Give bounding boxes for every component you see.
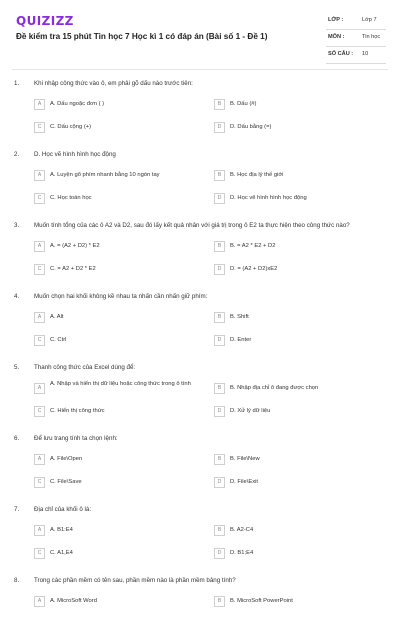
option-text: D. Học vẽ hình hình học động bbox=[230, 195, 307, 201]
question-text: D. Học vẽ hình hình học động bbox=[34, 151, 116, 158]
option-text: C. Học toán học bbox=[50, 195, 92, 201]
option-letter-box: D bbox=[214, 477, 225, 488]
meta-value: Lớp 7 bbox=[362, 17, 377, 23]
option-text: B. = A2 * E2 + D2 bbox=[230, 243, 276, 249]
option-b[interactable] bbox=[214, 523, 379, 539]
question-text: Thanh công thức của Excel dùng để: bbox=[34, 364, 136, 371]
question-text: Muốn chọn hai khối không kề nhau ta nhấn cần nhấn giữ phím: bbox=[34, 293, 208, 300]
quizizz-logo: QUIZIZZ bbox=[16, 14, 74, 28]
option-b[interactable] bbox=[214, 310, 379, 326]
question-8 bbox=[0, 573, 400, 644]
option-d[interactable] bbox=[214, 404, 379, 420]
question-1 bbox=[0, 76, 400, 147]
option-d[interactable] bbox=[214, 546, 379, 562]
option-letter-box: D bbox=[214, 548, 225, 559]
option-letter-box: D bbox=[214, 406, 225, 417]
question-text: Trong các phần mềm có tên sau, phần mềm nào là phần mềm bảng tính? bbox=[34, 577, 236, 584]
option-text: C. Ctrl bbox=[50, 337, 67, 343]
option-text: B. Dấu (#) bbox=[230, 101, 257, 107]
worksheet-header bbox=[0, 0, 400, 66]
meta-label: SỐ CÂU : bbox=[328, 51, 354, 57]
meta-row-subject bbox=[326, 30, 386, 47]
question-number: 4. bbox=[14, 293, 20, 300]
header-divider bbox=[12, 69, 388, 70]
meta-label: LỚP : bbox=[328, 17, 344, 23]
question-text: Địa chỉ của khối ô là: bbox=[34, 506, 92, 513]
option-a[interactable] bbox=[34, 239, 199, 255]
option-c[interactable] bbox=[34, 475, 199, 491]
option-text: D. = (A2 + D2)xE2 bbox=[230, 266, 278, 272]
option-letter-box: B bbox=[214, 312, 225, 323]
option-d[interactable] bbox=[214, 120, 379, 136]
question-text: Muốn tính tổng của các ô A2 và D2, sau đó lấy kết quả nhân với giá trị trong ô E2 ta thực hiện theo công thức nào? bbox=[34, 222, 350, 229]
option-letter-box: B bbox=[214, 170, 225, 181]
option-b[interactable] bbox=[214, 594, 379, 610]
option-letter-box: C bbox=[34, 477, 45, 488]
option-letter-box: A bbox=[34, 525, 45, 536]
option-c[interactable] bbox=[34, 333, 199, 349]
option-a[interactable] bbox=[34, 168, 199, 184]
option-letter-box: A bbox=[34, 596, 45, 607]
option-a[interactable] bbox=[34, 594, 199, 610]
option-d[interactable] bbox=[214, 262, 379, 278]
option-c[interactable] bbox=[34, 120, 199, 136]
question-number: 2. bbox=[14, 151, 20, 158]
option-letter-box: B bbox=[214, 383, 225, 394]
option-text: A. File\Open bbox=[50, 456, 83, 462]
option-letter-box: A bbox=[34, 99, 45, 110]
option-letter-box: D bbox=[214, 122, 225, 133]
question-2 bbox=[0, 147, 400, 218]
option-text: D. B1;E4 bbox=[230, 550, 254, 556]
question-text: Khi nhập công thức vào ô, em phải gõ dấu nào trước tiên: bbox=[34, 80, 193, 87]
option-c[interactable] bbox=[34, 546, 199, 562]
option-letter-box: B bbox=[214, 596, 225, 607]
option-letter-box: C bbox=[34, 122, 45, 133]
option-letter-box: A bbox=[34, 454, 45, 465]
option-text: D. File\Exit bbox=[230, 479, 259, 485]
option-b[interactable] bbox=[214, 381, 379, 397]
option-letter-box: A bbox=[34, 312, 45, 323]
option-letter-box: C bbox=[34, 335, 45, 346]
question-number: 6. bbox=[14, 435, 20, 442]
meta-value: 10 bbox=[362, 51, 369, 57]
question-list bbox=[0, 76, 400, 644]
question-number: 1. bbox=[14, 80, 20, 87]
option-text: A. = (A2 + D2) * E2 bbox=[50, 243, 100, 249]
meta-row-count bbox=[326, 47, 386, 64]
option-text: C. Hiển thị công thức bbox=[50, 408, 105, 414]
option-b[interactable] bbox=[214, 452, 379, 468]
option-b[interactable] bbox=[214, 97, 379, 113]
option-letter-box: B bbox=[214, 525, 225, 536]
question-7 bbox=[0, 502, 400, 573]
option-letter-box: C bbox=[34, 193, 45, 204]
meta-label: MÔN : bbox=[328, 34, 345, 40]
option-d[interactable] bbox=[214, 191, 379, 207]
option-text: B. Học địa lý thế giới bbox=[230, 172, 284, 178]
option-text: A. Dấu ngoặc đơn ( ) bbox=[50, 101, 105, 107]
option-letter-box: C bbox=[34, 406, 45, 417]
option-c[interactable] bbox=[34, 262, 199, 278]
option-text: A. Luyện gõ phím nhanh bằng 10 ngón tay bbox=[50, 172, 160, 178]
meta-row-class bbox=[326, 13, 386, 30]
option-letter-box: D bbox=[214, 335, 225, 346]
question-text: Để lưu trang tính ta chọn lệnh: bbox=[34, 435, 118, 442]
option-letter-box: A bbox=[34, 383, 45, 394]
option-text: D. Dấu bằng (=) bbox=[230, 124, 272, 130]
option-text: B. MicroSoft PowerPoint bbox=[230, 598, 293, 604]
option-letter-box: A bbox=[34, 170, 45, 181]
option-text: A. Alt bbox=[50, 314, 64, 320]
option-text: B. Shift bbox=[230, 314, 249, 320]
option-text: A. MicroSoft Word bbox=[50, 598, 97, 604]
question-number: 7. bbox=[14, 506, 20, 513]
option-a[interactable] bbox=[34, 381, 199, 397]
option-text: A. Nhập và hiển thị dữ liệu hoặc công thức trong ô tính bbox=[50, 381, 191, 387]
option-text: A. B1:E4 bbox=[50, 527, 73, 533]
option-a[interactable] bbox=[34, 310, 199, 326]
option-letter-box: A bbox=[34, 241, 45, 252]
option-text: C. = A2 + D2 * E2 bbox=[50, 266, 96, 272]
option-text: D. Enter bbox=[230, 337, 252, 343]
option-d[interactable] bbox=[214, 333, 379, 349]
option-a[interactable] bbox=[34, 523, 199, 539]
option-text: B. File\New bbox=[230, 456, 260, 462]
option-letter-box: B bbox=[214, 454, 225, 465]
option-letter-box: C bbox=[34, 264, 45, 275]
option-text: B. Nhập địa chỉ ô đang được chọn bbox=[230, 385, 319, 391]
option-c[interactable] bbox=[34, 191, 199, 207]
question-number: 3. bbox=[14, 222, 20, 229]
option-text: D. Xử lý dữ liệu bbox=[230, 408, 271, 414]
option-letter-box: D bbox=[214, 264, 225, 275]
question-number: 5. bbox=[14, 364, 20, 371]
question-4 bbox=[0, 289, 400, 360]
option-letter-box: B bbox=[214, 241, 225, 252]
option-a[interactable] bbox=[34, 452, 199, 468]
option-text: C. Dấu cộng (+) bbox=[50, 124, 92, 130]
option-d[interactable] bbox=[214, 475, 379, 491]
page-title: Đề kiểm tra 15 phút Tin học 7 Học kì 1 có đáp án (Bài số 1 - Đề 1) bbox=[16, 32, 268, 41]
option-letter-box: D bbox=[214, 193, 225, 204]
question-5 bbox=[0, 360, 400, 431]
option-letter-box: B bbox=[214, 99, 225, 110]
option-letter-box: C bbox=[34, 548, 45, 559]
question-number: 8. bbox=[14, 577, 20, 584]
option-text: C. File\Save bbox=[50, 479, 82, 485]
option-c[interactable] bbox=[34, 404, 199, 420]
option-text: C. A1,E4 bbox=[50, 550, 73, 556]
option-b[interactable] bbox=[214, 168, 379, 184]
meta-value: Tin học bbox=[362, 34, 381, 40]
question-6 bbox=[0, 431, 400, 502]
option-text: B. A2-C4 bbox=[230, 527, 254, 533]
option-a[interactable] bbox=[34, 97, 199, 113]
option-b[interactable] bbox=[214, 239, 379, 255]
question-3 bbox=[0, 218, 400, 289]
meta-table bbox=[326, 13, 386, 64]
